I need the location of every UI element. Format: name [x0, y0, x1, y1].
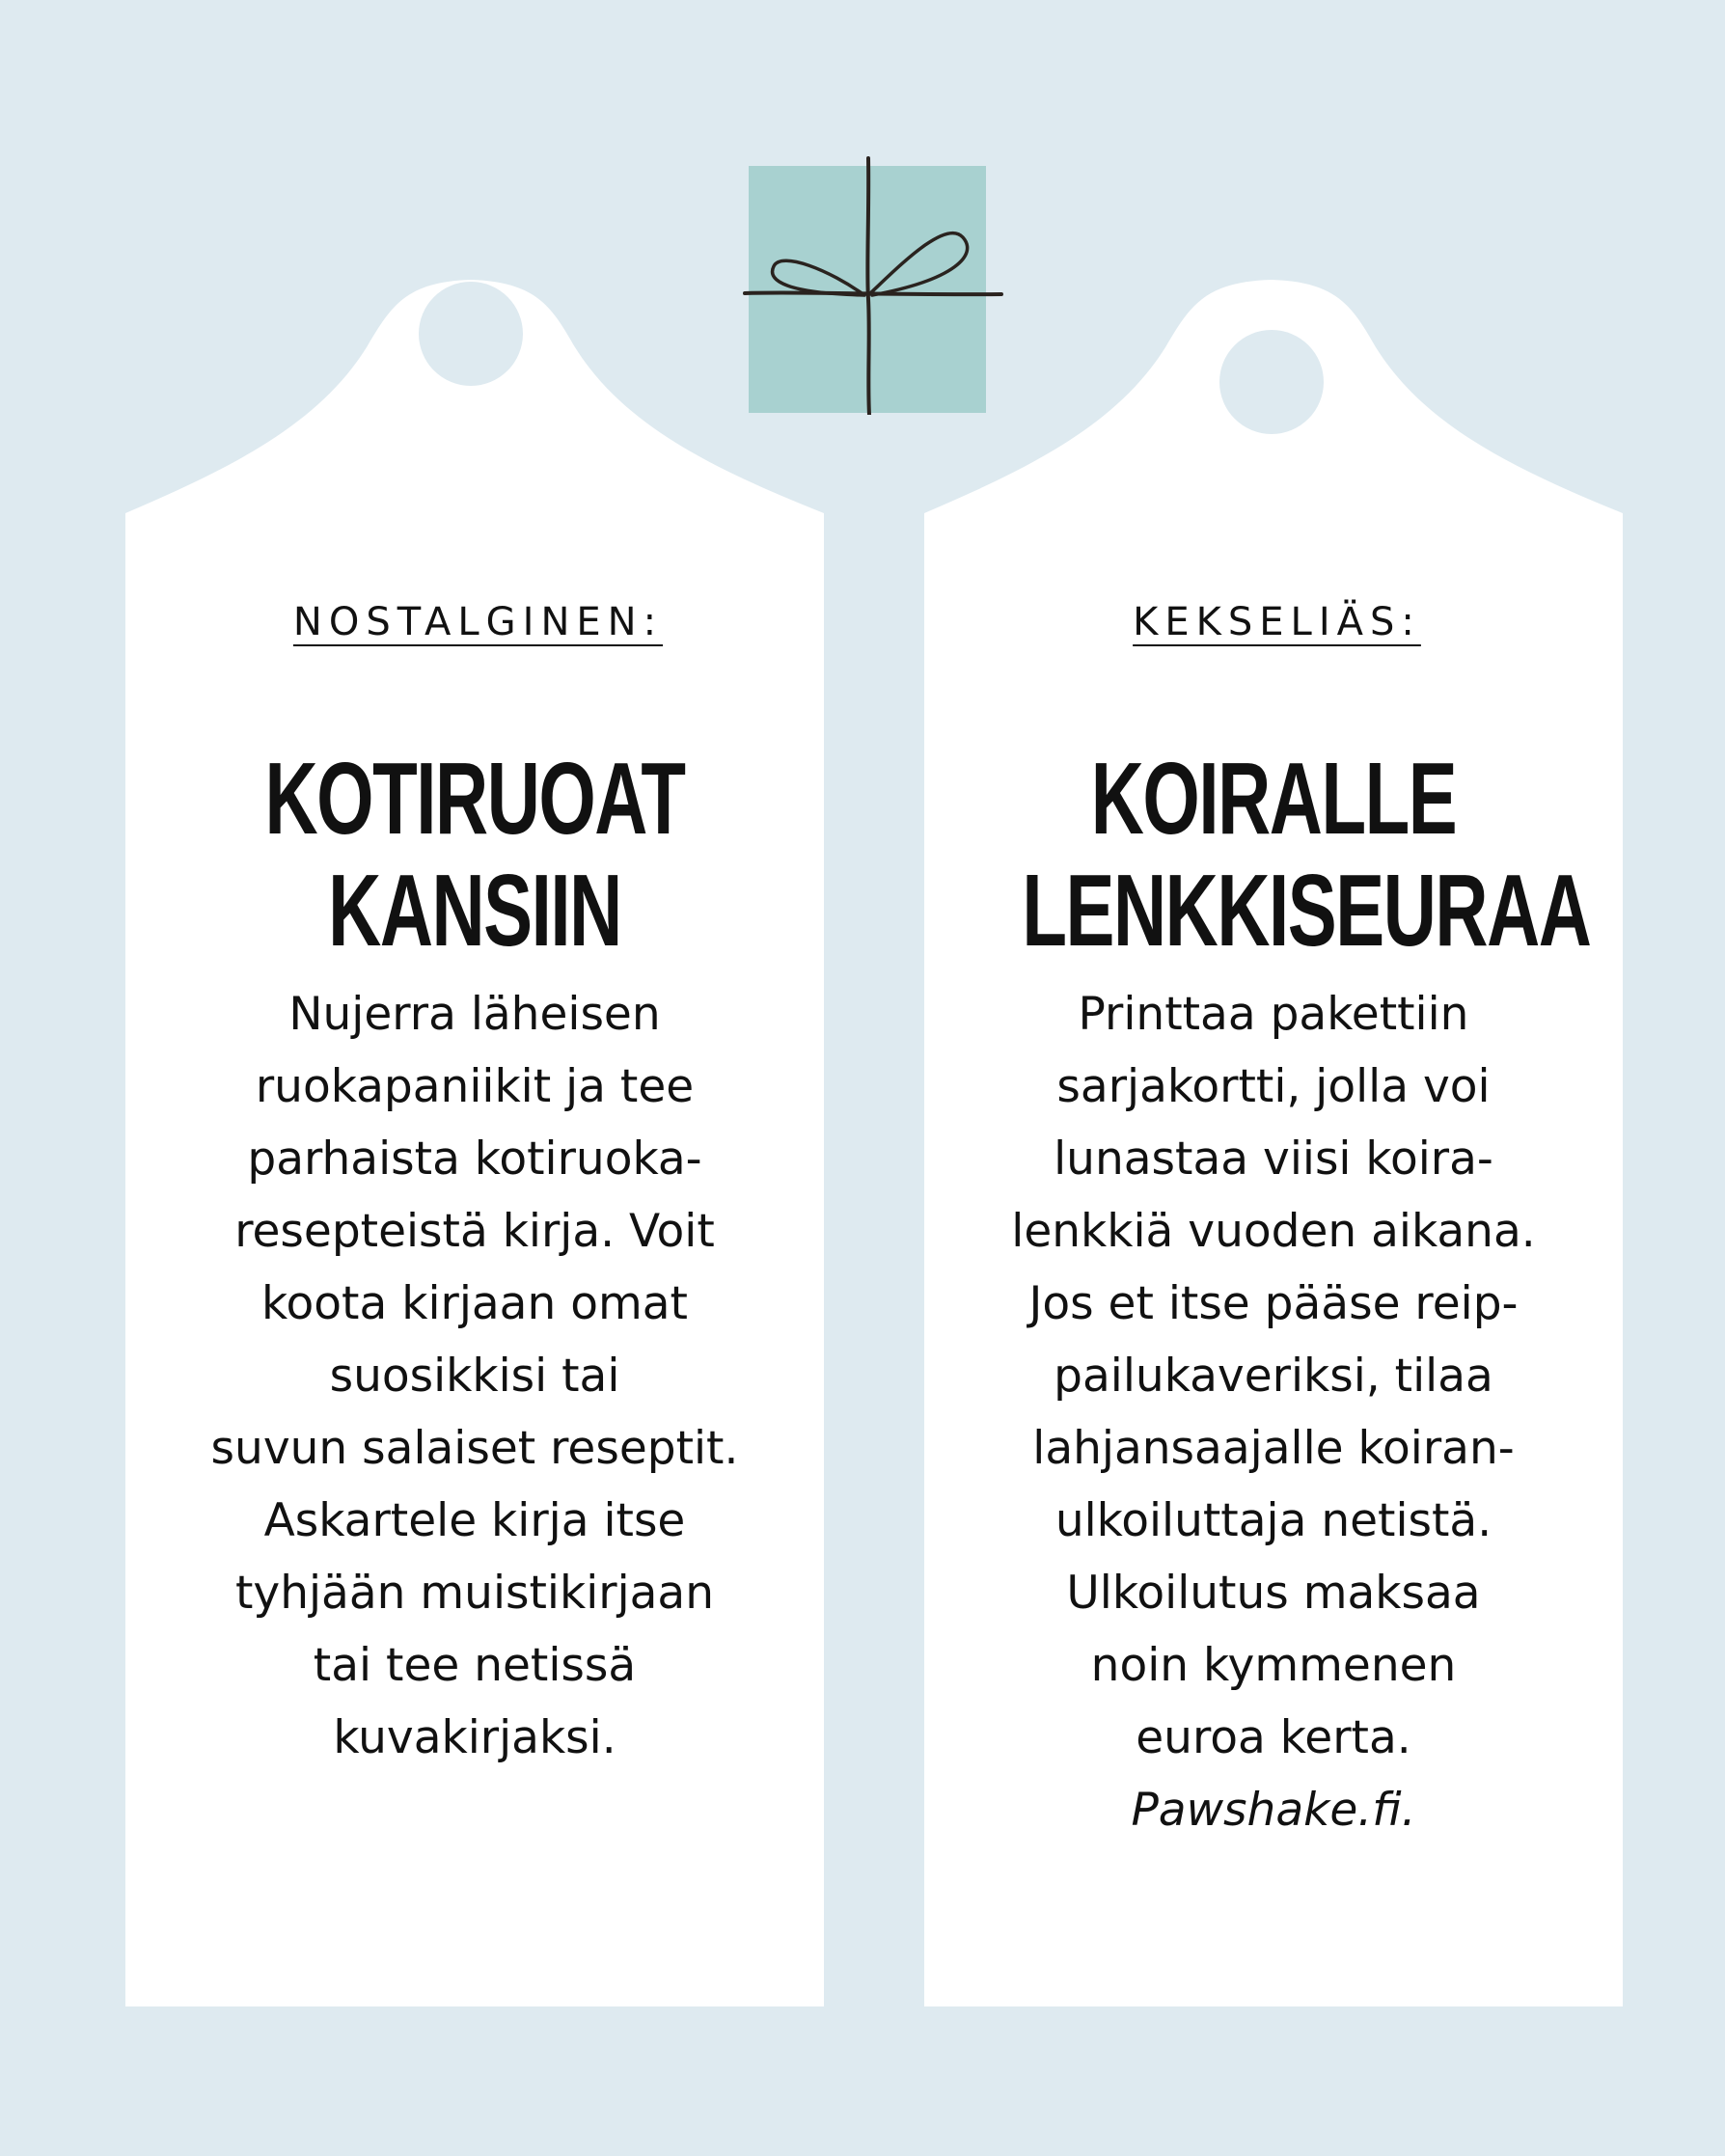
- body-line: ulkoiluttaja netistä.: [1054, 1494, 1492, 1547]
- body-line: ruokapaniikit ja tee: [255, 1060, 695, 1113]
- body-line: lunastaa viisi koira-: [1054, 1133, 1493, 1186]
- body-line: Nujerra läheisen: [288, 988, 661, 1041]
- body-line: lahjansaajalle koiran-: [1032, 1422, 1515, 1475]
- body-line: Ulkoilutus maksaa: [1066, 1567, 1481, 1620]
- tag-left-content: [125, 579, 824, 1774]
- body-line: Jos et itse pääse reip-: [1028, 1277, 1519, 1330]
- body-line: suvun salaiset reseptit.: [210, 1422, 739, 1475]
- body-line: Printtaa pakettiin: [1078, 988, 1469, 1041]
- tag-right-headline: [1022, 742, 1591, 968]
- tag-right-category: KEKSELIÄS:: [1133, 600, 1421, 644]
- tag-right-content: [924, 579, 1623, 1846]
- tag-left-body: [125, 978, 824, 1774]
- body-line: suosikkisi tai: [329, 1350, 620, 1403]
- headline-line: KANSIIN: [328, 854, 621, 968]
- body-line: pailukaveriksi, tilaa: [1054, 1350, 1493, 1403]
- body-line: sarjakortti, jolla voi: [1056, 1060, 1491, 1113]
- website-link-text: Pawshake.fi.: [1131, 1784, 1416, 1837]
- headline-line: LENKKISEURAA: [1022, 854, 1591, 968]
- body-line: parhaista kotiruoka-: [247, 1133, 702, 1186]
- body-line: resepteistä kirja. Voit: [234, 1205, 715, 1258]
- tag-left-headline: [223, 743, 726, 967]
- body-line: tai tee netissä: [313, 1639, 637, 1692]
- body-line: noin kymmenen: [1090, 1639, 1457, 1692]
- headline-line: KOTIRUOAT: [264, 742, 685, 856]
- body-line: kuvakirjaksi.: [333, 1711, 616, 1764]
- body-line: euroa kerta.: [1136, 1711, 1411, 1764]
- gift-box-icon: [743, 154, 1003, 415]
- body-line: Askartele kirja itse: [263, 1494, 686, 1547]
- headline-line: KOIRALLE: [1090, 742, 1457, 856]
- tag-left-category: NOSTALGINEN:: [292, 600, 664, 644]
- tag-right-body: [924, 978, 1623, 1846]
- body-line: lenkkiä vuoden aikana.: [1011, 1205, 1536, 1258]
- body-line: tyhjään muistikirjaan: [234, 1567, 715, 1620]
- body-line: koota kirjaan omat: [261, 1277, 688, 1330]
